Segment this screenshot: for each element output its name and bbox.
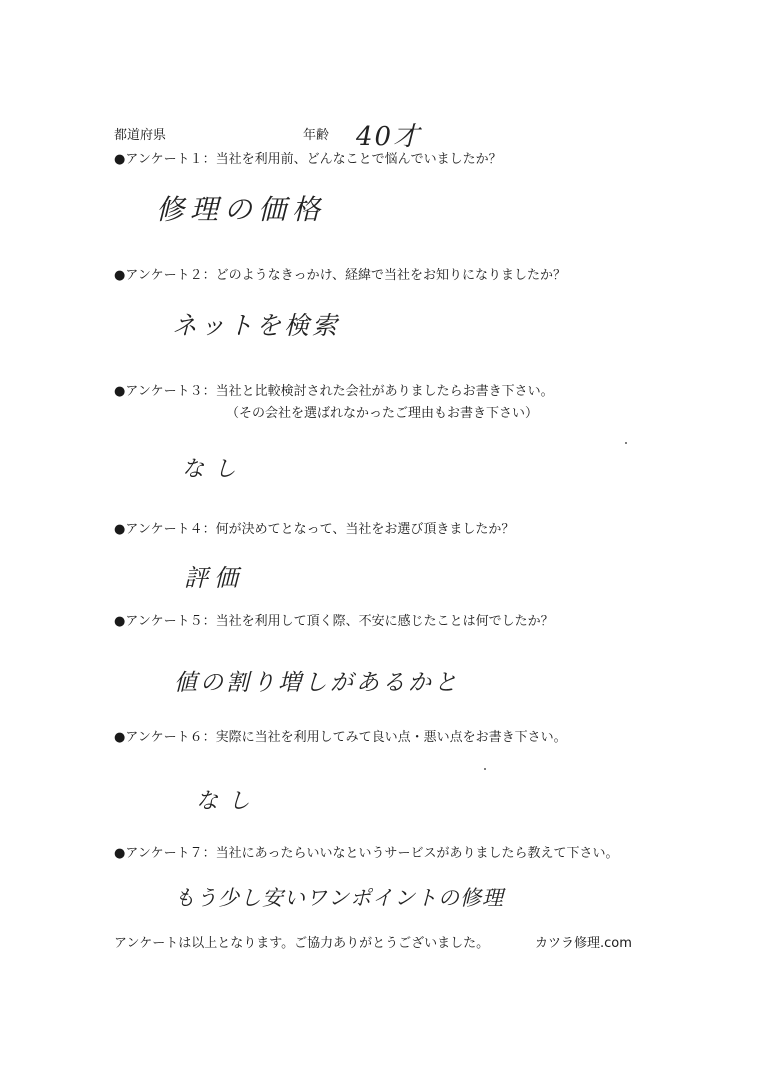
closing-message: アンケートは以上となります。ご協力ありがとうございました。 bbox=[114, 936, 490, 951]
question-4-text: 何が決めてとなって、当社をお選び頂きましたか？ bbox=[215, 522, 515, 537]
question-2 bbox=[114, 268, 566, 284]
answer-6-handwritten: なし bbox=[196, 789, 261, 814]
question-3-note: （その会社を選ばれなかったご理由もお書き下さい） bbox=[226, 406, 539, 421]
question-2-text: どのようなきっかけ、経緯で当社をお知りになりましたか？ bbox=[215, 268, 567, 283]
answer-2-handwritten: ネットを検索 bbox=[172, 311, 341, 340]
prefecture-label: 都道府県 bbox=[114, 128, 167, 143]
question-5 bbox=[114, 614, 554, 630]
answer-7-handwritten: もう少し安いワンポイントの修理 bbox=[174, 886, 504, 910]
question-7-text: 当社にあったらいいなというサービスがありましたら教えて下さい。 bbox=[215, 846, 619, 861]
scan-speck bbox=[625, 442, 627, 444]
question-5-label: ●アンケート５： bbox=[114, 614, 216, 629]
scan-speck bbox=[484, 768, 486, 770]
question-6-label: ●アンケート６： bbox=[114, 730, 216, 745]
answer-3-handwritten: なし bbox=[182, 457, 247, 482]
question-5-text: 当社を利用して頂く際、不安に感じたことは何でしたか？ bbox=[215, 614, 554, 629]
question-2-label: ●アンケート２： bbox=[114, 268, 216, 283]
question-1-text: 当社を利用前、どんなことで悩んでいましたか？ bbox=[215, 152, 502, 167]
age-label: 年齢 bbox=[303, 128, 330, 143]
question-3 bbox=[114, 384, 554, 400]
question-1-label: ●アンケート１： bbox=[114, 152, 216, 167]
answer-1-handwritten: 修理の価格 bbox=[156, 193, 327, 226]
question-6 bbox=[114, 730, 567, 746]
age-value-handwritten: 40才 bbox=[356, 122, 422, 152]
answer-4-handwritten: 評価 bbox=[184, 564, 244, 592]
question-7 bbox=[114, 846, 618, 862]
brand-name: カツラ修理.com bbox=[535, 936, 632, 951]
question-3-text: 当社と比較検討された会社がありましたらお書き下さい。 bbox=[215, 384, 554, 399]
question-6-text: 実際に当社を利用してみて良い点・悪い点をお書き下さい。 bbox=[215, 730, 567, 745]
answer-5-handwritten: 値の割り増しがあるかと bbox=[174, 670, 460, 696]
question-1 bbox=[114, 152, 502, 168]
question-7-label: ●アンケート７： bbox=[114, 846, 216, 861]
question-3-label: ●アンケート３： bbox=[114, 384, 216, 399]
question-4 bbox=[114, 522, 514, 538]
question-4-label: ●アンケート４： bbox=[114, 522, 216, 537]
